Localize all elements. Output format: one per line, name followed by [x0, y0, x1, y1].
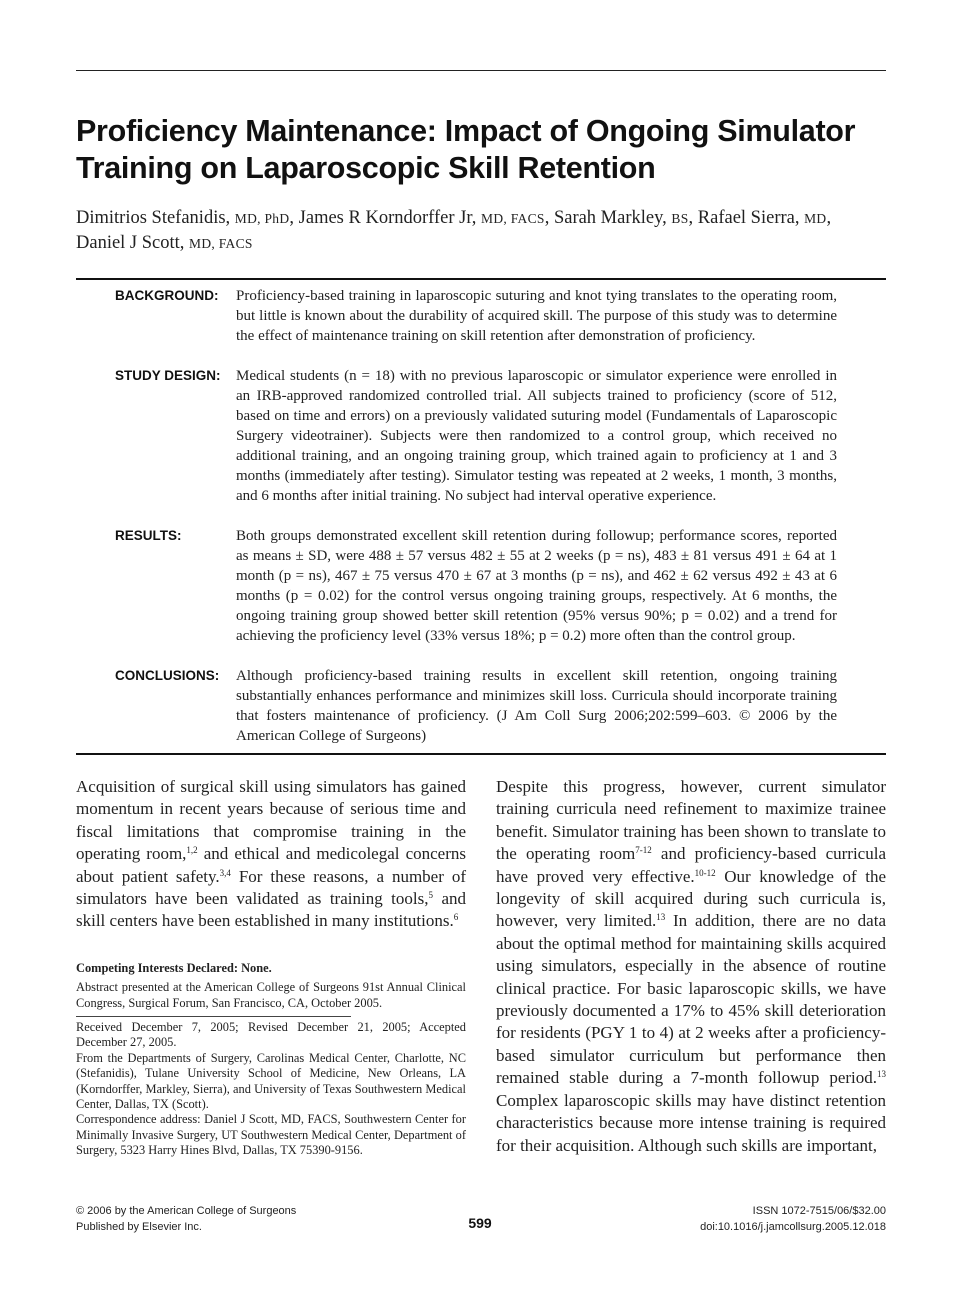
- notes-divider: [76, 1016, 351, 1017]
- page-number: 599: [468, 1215, 492, 1231]
- correspondence-address: Correspondence address: Daniel J Scott, MD, FACS, Southwestern Center for Minimally Invasive Surgery, UT Southwestern Medical Center, Department of Surgery, 5323 Harry Hines Blvd, Dallas, TX 75390-9156.: [76, 1112, 466, 1158]
- body-text: Acquisition of surgical skill using simulators has gained momentum in recent years because of serious time and fiscal limitations that compromise training in the operating room,: [76, 777, 466, 864]
- citation-ref[interactable]: 10-12: [694, 867, 716, 878]
- author-separator: ,: [688, 208, 698, 228]
- author-degrees: MD, FACS: [189, 236, 253, 251]
- competing-interests: Competing Interests Declared: None.: [76, 961, 272, 975]
- doi-link[interactable]: doi:10.1016/j.jamcollsurg.2005.12.018: [700, 1220, 886, 1233]
- body-text: For these reasons, a number of simulators have been validated as training tools,: [76, 866, 466, 909]
- abstract-label: RESULTS:: [115, 528, 182, 543]
- affiliations: From the Departments of Surgery, Carolinas Medical Center, Charlotte, NC (Stefanidis), Tulane University School of Medicine, New Orleans, LA (Korndorffer, Markley, Sierra), and University of Texas Southwestern Medical Center, Dallas, TX (Scott).: [76, 1050, 466, 1112]
- body-text: In addition, there are no data about the optimal method for maintaining skills acquired using simulators, especially in the absence of routine clinical practice. For basic laparoscopic skills, we have previously documented a 17% to 45% skill deterioration for residents (PGY 1 to 4) at 2 weeks after a proficiency-based simulator curriculum but performance then remained stable during a 7-month followup period.: [496, 911, 886, 1088]
- citation-ref[interactable]: 5: [428, 890, 433, 901]
- body-text: and ethical and medicolegal concerns about patient safety.: [76, 844, 466, 886]
- citation-ref[interactable]: 1,2: [186, 845, 198, 856]
- author-degrees: MD, FACS: [481, 211, 545, 226]
- body-text: Our knowledge of the longevity of skill acquired during such curricula is, however, very limited.: [496, 866, 886, 931]
- abstract-text: Proficiency-based training in laparoscopic suturing and knot tying translates to the operating room, but little is known about the durability of acquired skill. The purpose of this study was to determine the effect of maintenance training on skill retention after demonstration of proficiency.: [236, 288, 837, 344]
- footer-right: [700, 1204, 886, 1235]
- author-separator: ,: [544, 208, 554, 228]
- author-name: James R Korndorffer Jr,: [298, 208, 482, 228]
- publisher-line: Published by Elsevier Inc.: [76, 1220, 202, 1233]
- abstract-text: Both groups demonstrated excellent skill retention during followup; performance scores, reported as means ± SD, were 488 ± 57 versus 482 ± 55 at 2 weeks (p = ns), 483 ± 81 versus 491 ± 64 at 1 month (p = ns), 467 ± 75 versus 470 ± 67 at 3 months (p = ns), and 462 ± 62 versus 492 ± 43 at 6 months (p = 0.02) for the control versus ongoing training groups, respectively. At 6 months, the ongoing training group showed better skill retention (95% versus 90%; p = 0.02) and a trend for achieving the proficiency level (33% versus 18%; p = 0.2) more often than the control group.: [236, 528, 837, 644]
- body-text: and proficiency-based curricula have proved very effective.: [496, 844, 886, 886]
- article-notes-bottom: [76, 1020, 466, 1159]
- article-title: Proficiency Maintenance: Impact of Ongoing Simulator Training on Laparoscopic Skill Retention: [76, 114, 856, 185]
- author-name: Dimitrios Stefanidis,: [76, 208, 235, 228]
- body-text: Complex laparoscopic skills may have distinct retention characteristics because more intense training is required for their acquisition. Although such skills are important,: [496, 1090, 886, 1155]
- abstract-box: [76, 278, 886, 755]
- article-notes-top: [76, 961, 466, 1011]
- body-text: and skill centers have been established in many institutions.: [76, 889, 466, 931]
- citation-ref[interactable]: 13: [877, 1069, 886, 1080]
- author-name: Rafael Sierra,: [697, 208, 805, 228]
- header-rule: [76, 70, 886, 71]
- body-column-right: [496, 776, 886, 1157]
- abstract-text: Although proficiency-based training results in excellent skill retention, ongoing training substantially enhances performance and minimizes skill loss. Curricula should incorporate training that fosters maintenance of proficiency. (J Am Coll Surg 2006;202:599–603. © 2006 by the American College of Surgeons): [236, 668, 837, 744]
- author-name: Daniel J Scott,: [76, 233, 190, 253]
- copyright-line: © 2006 by the American College of Surgeons: [76, 1205, 297, 1217]
- author-separator: ,: [826, 208, 832, 228]
- citation-ref[interactable]: 3,4: [219, 867, 231, 878]
- author-degrees: BS: [671, 211, 689, 226]
- citation-ref[interactable]: 6: [453, 912, 459, 923]
- author-separator: ,: [289, 208, 299, 228]
- abstract-label: STUDY DESIGN:: [115, 368, 221, 383]
- received-dates: Received December 7, 2005; Revised December 21, 2005; Accepted December 27, 2005.: [76, 1020, 466, 1050]
- author-degrees: MD: [804, 211, 827, 226]
- author-name: Sarah Markley,: [553, 208, 672, 228]
- citation-ref[interactable]: 13: [656, 912, 666, 923]
- abstract-label: BACKGROUND:: [115, 288, 219, 303]
- issn-line: ISSN 1072-7515/06/$32.00: [752, 1205, 886, 1217]
- body-text: Despite this progress, however, current simulator training curricula need refinement to maximize trainee benefit. Simulator training has been shown to translate to the operating room: [496, 777, 886, 864]
- abstract-label: CONCLUSIONS:: [115, 668, 220, 683]
- citation-ref[interactable]: 7-12: [635, 845, 652, 856]
- author-list: [76, 206, 886, 256]
- body-column-left: [76, 776, 466, 933]
- presentation-note: Abstract presented at the American College of Surgeons 91st Annual Clinical Congress, Surgical Forum, San Francisco, CA, October 2005.: [76, 980, 466, 1010]
- abstract-text: Medical students (n = 18) with no previous laparoscopic or simulator experience were enrolled in an IRB-approved randomized controlled trial. All subjects trained to proficiency (score of 512, based on time and errors) on a previously validated suturing model (Fundamentals of Laparoscopic Surgery videotrainer). Subjects were then randomized to a control group, which received no additional training, and an ongoing training group, which trained again to proficiency at 1 and 3 months (immediately after testing). Simulator testing was repeated at 2 weeks, 1 month, 3 months, and 6 months after initial training. No subject had interval operative experience.: [236, 368, 837, 504]
- author-degrees: MD, PhD: [234, 211, 290, 226]
